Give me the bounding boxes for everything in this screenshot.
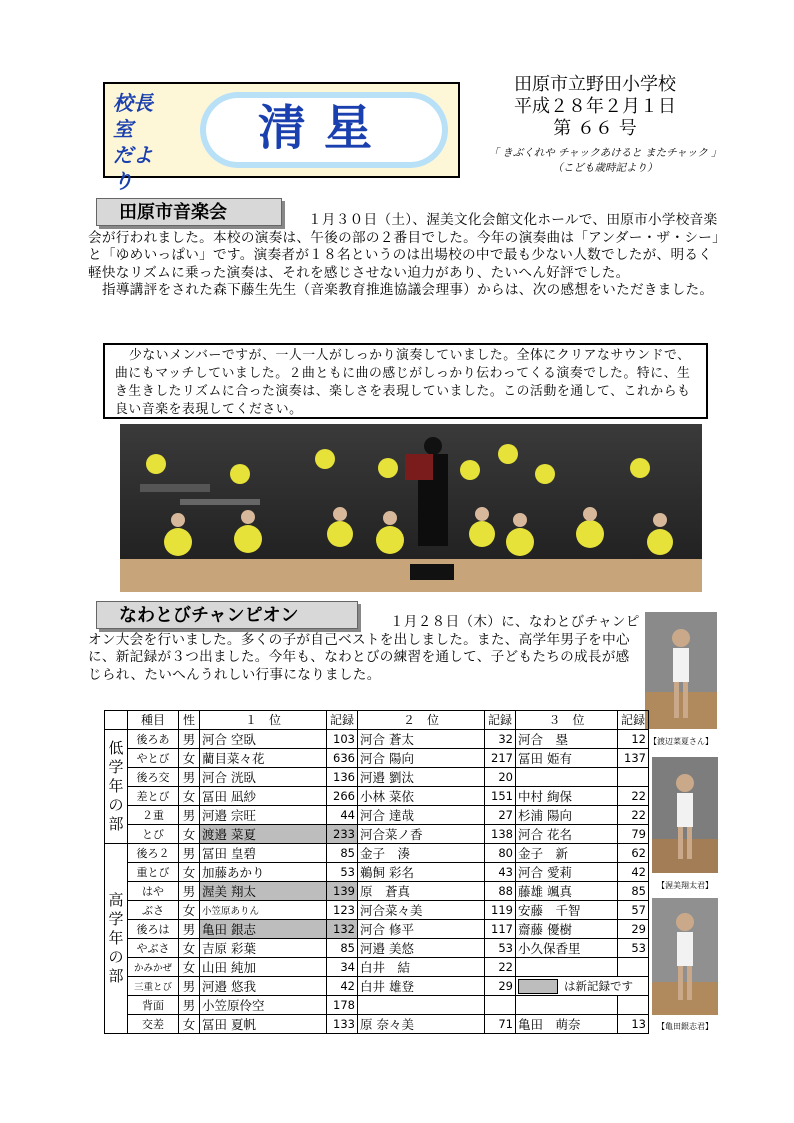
school-info — [490, 74, 700, 140]
winner-photo-3 — [652, 898, 718, 1015]
table-row — [105, 786, 649, 805]
third-place-name: 河合 塁 — [516, 729, 618, 748]
sex-cell: 男 — [179, 881, 200, 900]
first-place-record: 53 — [327, 862, 358, 881]
third-place-record: 62 — [618, 843, 649, 862]
first-place-record: 42 — [327, 976, 358, 995]
sex-cell: 男 — [179, 976, 200, 995]
third-place-record: 57 — [618, 900, 649, 919]
col-third: ３ 位 — [516, 711, 618, 730]
third-place-name: 金子 新 — [516, 843, 618, 862]
concert-article — [88, 212, 720, 300]
jumprope-paragraph: １月２８日（木）に、なわとびチャンピオン大会を行いました。多くの子が自己ベストを出しました。また、高学年男子を中心に、新記録が３つ出ました。今年も、なわとびの練習を通して、子どもたちの成長が感じられ、たいへんうれしい行事になりました。 — [88, 614, 640, 683]
event-cell: はや — [128, 881, 179, 900]
division-upper-grades: 高 学 年 の 部 — [105, 843, 128, 1033]
table-row — [105, 729, 649, 748]
table-row — [105, 1014, 649, 1033]
judge-comment-box: 少ないメンバーですが、一人一人がしっかり演奏していました。全体にクリアなサウンドで、曲にもマッチしていました。２曲ともに曲の感じがしっかり伝わってくる演奏でした。特に、生き生きしたリズムに合った演奏は、楽しさを表現していました。この活動を通して、これからも良い音楽を表現してください。 — [103, 343, 708, 419]
second-place-record: 29 — [485, 976, 516, 995]
third-place-record: 42 — [618, 862, 649, 881]
sex-cell: 女 — [179, 862, 200, 881]
winner-photo-1 — [645, 612, 717, 729]
event-cell: 後ろあ — [128, 729, 179, 748]
second-place-record: 53 — [485, 938, 516, 957]
first-place-record: 34 — [327, 957, 358, 976]
third-place-name — [516, 957, 618, 976]
second-place-record: 80 — [485, 843, 516, 862]
second-place-name: 白井 雄登 — [358, 976, 485, 995]
first-place-name: 冨田 皇碧 — [200, 843, 327, 862]
first-place-record: 266 — [327, 786, 358, 805]
motto-haiku: 「 きぶくれや チャックあけると またチャック 」 — [488, 147, 722, 159]
first-place-record: 44 — [327, 805, 358, 824]
table-row — [105, 938, 649, 957]
sex-cell: 女 — [179, 786, 200, 805]
first-place-record: 178 — [327, 995, 358, 1014]
table-header-row — [105, 711, 649, 730]
first-place-name: 山田 純加 — [200, 957, 327, 976]
third-place-record — [618, 957, 649, 976]
second-place-record: 117 — [485, 919, 516, 938]
col-record-1: 記録 — [327, 711, 358, 730]
event-cell: 交差 — [128, 1014, 179, 1033]
concert-photo-illustration — [120, 424, 702, 592]
second-place-name: 河合 達哉 — [358, 805, 485, 824]
motto-source: （こども歳時記より） — [552, 162, 658, 174]
table-row — [105, 824, 649, 843]
results-table — [104, 710, 649, 1034]
concert-paragraph-1: １月３０日（土）、渥美文化会館文化ホールで、田原市小学校音楽会が行われました。本校の演奏は、午後の部の２番目でした。今年の演奏曲は「アンダー・ザ・シー」と「ゆめいっぱい」です。演奏者が１８名というのは出場校の中で最も少ない人数でしたが、明るく軽快なリズムに乗った演奏は、それを感じさせない迫力があり、たいへん好評でした。 — [88, 212, 720, 281]
third-place-name: 亀田 萌奈 — [516, 1014, 618, 1033]
second-place-name: 原 蒼真 — [358, 881, 485, 900]
third-place-record: 29 — [618, 919, 649, 938]
issue-number: 第 ６６ 号 — [553, 118, 637, 139]
first-place-name: 渡邉 菜夏 — [200, 824, 327, 843]
event-cell: ぶさ — [128, 900, 179, 919]
first-place-record: 85 — [327, 843, 358, 862]
second-place-name: 河邉 劉汰 — [358, 767, 485, 786]
caption-1: 【渡辺菜夏さん】 — [649, 737, 713, 746]
third-place-record — [618, 995, 649, 1014]
third-place-name — [516, 995, 618, 1014]
third-place-record: 12 — [618, 729, 649, 748]
first-place-record: 132 — [327, 919, 358, 938]
sex-cell: 女 — [179, 938, 200, 957]
first-place-name: 渥美 翔太 — [200, 881, 327, 900]
event-cell: やぶさ — [128, 938, 179, 957]
second-place-name: 河合菜々美 — [358, 900, 485, 919]
table-row — [105, 767, 649, 786]
third-place-record: 13 — [618, 1014, 649, 1033]
sex-cell: 男 — [179, 995, 200, 1014]
second-place-record: 71 — [485, 1014, 516, 1033]
sex-cell: 女 — [179, 1014, 200, 1033]
first-place-name: 加藤あかり — [200, 862, 327, 881]
sex-cell: 女 — [179, 900, 200, 919]
event-cell: やとび — [128, 748, 179, 767]
second-place-name: 河合 陽向 — [358, 748, 485, 767]
third-place-name — [516, 767, 618, 786]
newsletter-title: 清星 — [257, 100, 390, 156]
table-row — [105, 805, 649, 824]
second-place-record: 217 — [485, 748, 516, 767]
first-place-name: 亀田 銀志 — [200, 919, 327, 938]
third-place-record: 79 — [618, 824, 649, 843]
sex-cell: 女 — [179, 957, 200, 976]
winner-photo-2 — [652, 757, 718, 873]
third-place-name: 小久保香里 — [516, 938, 618, 957]
second-place-record: 27 — [485, 805, 516, 824]
title-cloud — [200, 92, 448, 168]
caption-3: 【亀田銀志君】 — [657, 1022, 713, 1031]
second-place-name: 河邉 美悠 — [358, 938, 485, 957]
sex-cell: 男 — [179, 919, 200, 938]
second-place-name: 白井 結 — [358, 957, 485, 976]
sex-cell: 男 — [179, 767, 200, 786]
table-row — [105, 976, 649, 995]
col-first: １ 位 — [200, 711, 327, 730]
third-place-name: 藤雄 颯真 — [516, 881, 618, 900]
sex-cell: 男 — [179, 805, 200, 824]
col-sex: 性 — [179, 711, 200, 730]
first-place-name: 河邉 宗旺 — [200, 805, 327, 824]
third-place-name: 杉浦 陽向 — [516, 805, 618, 824]
first-place-name: 冨田 夏帆 — [200, 1014, 327, 1033]
first-place-record: 136 — [327, 767, 358, 786]
third-place-name: 安藤 千智 — [516, 900, 618, 919]
second-place-record: 138 — [485, 824, 516, 843]
first-place-name: 小笠原ありん — [200, 900, 327, 919]
jumprope-heading: なわとびチャンピオン — [96, 601, 358, 629]
col-second: ２ 位 — [358, 711, 485, 730]
caption-2: 【渥美翔太君】 — [657, 881, 713, 890]
third-place-name: 齋藤 優樹 — [516, 919, 618, 938]
col-record-2: 記録 — [485, 711, 516, 730]
second-place-record: 151 — [485, 786, 516, 805]
event-cell: 重とび — [128, 862, 179, 881]
school-name: 田原市立野田小学校 — [514, 74, 676, 95]
first-place-name: 吉原 彩葉 — [200, 938, 327, 957]
table-row — [105, 748, 649, 767]
first-place-record: 636 — [327, 748, 358, 767]
third-place-record: 22 — [618, 786, 649, 805]
first-place-record: 103 — [327, 729, 358, 748]
second-place-name: 河合 蒼太 — [358, 729, 485, 748]
sex-cell: 男 — [179, 729, 200, 748]
third-place-record: 53 — [618, 938, 649, 957]
event-cell: とび — [128, 824, 179, 843]
first-place-name: 冨田 凪紗 — [200, 786, 327, 805]
first-place-name: 河合 洸臥 — [200, 767, 327, 786]
event-cell: かみかぜ — [128, 957, 179, 976]
new-record-swatch — [518, 979, 558, 994]
second-place-record: 119 — [485, 900, 516, 919]
event-cell: 後ろ２ — [128, 843, 179, 862]
first-place-record: 133 — [327, 1014, 358, 1033]
third-place-record: 137 — [618, 748, 649, 767]
event-cell: 後ろ交 — [128, 767, 179, 786]
first-place-name: 河邉 悠我 — [200, 976, 327, 995]
first-place-record: 85 — [327, 938, 358, 957]
corner-label-line2: だより — [113, 143, 153, 193]
third-place-record: 22 — [618, 805, 649, 824]
legend-cell — [516, 976, 649, 995]
concert-photo — [120, 424, 702, 592]
first-place-name: 小笠原伶空 — [200, 995, 327, 1014]
second-place-record: 20 — [485, 767, 516, 786]
table-row — [105, 900, 649, 919]
second-place-record: 22 — [485, 957, 516, 976]
col-record-3: 記録 — [618, 711, 649, 730]
third-place-name: 冨田 姫有 — [516, 748, 618, 767]
event-cell: 後ろは — [128, 919, 179, 938]
event-cell: 差とび — [128, 786, 179, 805]
newsletter-header — [103, 82, 460, 193]
table-row — [105, 881, 649, 900]
first-place-record: 139 — [327, 881, 358, 900]
second-place-name: 金子 湊 — [358, 843, 485, 862]
second-place-name: 鵜飼 彩名 — [358, 862, 485, 881]
second-place-name: 原 奈々美 — [358, 1014, 485, 1033]
event-cell: ２重 — [128, 805, 179, 824]
third-place-record — [618, 767, 649, 786]
table-row — [105, 995, 649, 1014]
concert-heading: 田原市音楽会 — [96, 198, 282, 226]
second-place-record: 43 — [485, 862, 516, 881]
issue-date: 平成２８年２月１日 — [514, 96, 676, 117]
second-place-name: 小林 菜依 — [358, 786, 485, 805]
third-place-record: 85 — [618, 881, 649, 900]
second-place-name: 河合菜ノ香 — [358, 824, 485, 843]
second-place-name: 河合 修平 — [358, 919, 485, 938]
table-row — [105, 862, 649, 881]
table-row — [105, 919, 649, 938]
third-place-name: 中村 絢保 — [516, 786, 618, 805]
second-place-record: 32 — [485, 729, 516, 748]
first-place-name: 河合 空臥 — [200, 729, 327, 748]
first-place-record: 123 — [327, 900, 358, 919]
concert-paragraph-2: 指導講評をされた森下藤生先生（音楽教育推進協議会理事）からは、次の感想をいただきました。 — [102, 282, 714, 298]
table-row — [105, 843, 649, 862]
col-event: 種目 — [128, 711, 179, 730]
division-lower-grades: 低 学 年 の 部 — [105, 729, 128, 843]
second-place-record — [485, 995, 516, 1014]
sex-cell: 女 — [179, 824, 200, 843]
table-row — [105, 957, 649, 976]
second-place-name — [358, 995, 485, 1014]
third-place-name: 河合 愛莉 — [516, 862, 618, 881]
first-place-name: 藺目菜々花 — [200, 748, 327, 767]
sex-cell: 女 — [179, 748, 200, 767]
sex-cell: 男 — [179, 843, 200, 862]
motto — [470, 146, 740, 176]
event-cell: 三重とび — [128, 976, 179, 995]
corner-label — [113, 90, 171, 194]
third-place-name: 河合 花名 — [516, 824, 618, 843]
corner-label-line1: 校長室 — [113, 91, 153, 141]
new-record-note: は新記録です — [564, 978, 633, 993]
first-place-record: 233 — [327, 824, 358, 843]
second-place-record: 88 — [485, 881, 516, 900]
event-cell: 背面 — [128, 995, 179, 1014]
